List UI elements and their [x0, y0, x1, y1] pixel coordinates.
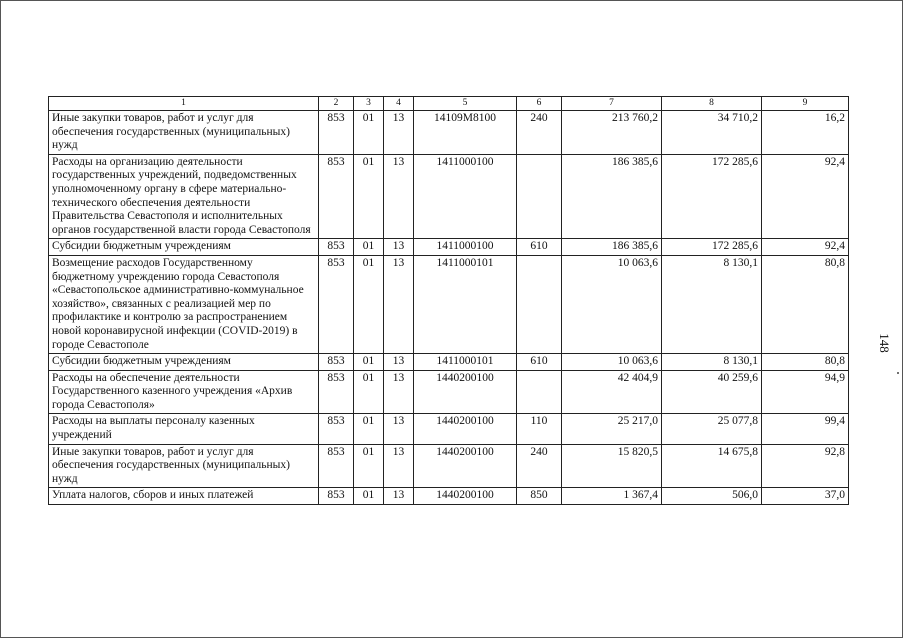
planned-amount-cell: 186 385,6	[562, 154, 662, 239]
target-article-cell: 1411000100	[414, 239, 517, 256]
table-row	[49, 354, 849, 371]
column-header: 4	[384, 97, 414, 111]
executed-amount-cell: 172 285,6	[662, 154, 762, 239]
execution-percent-cell: 80,8	[762, 354, 849, 371]
executed-amount-cell: 172 285,6	[662, 239, 762, 256]
scan-speck	[897, 372, 899, 374]
row-name-cell: Расходы на выплаты персоналу казенных учреждений	[49, 414, 319, 444]
subsection-code-cell: 13	[384, 354, 414, 371]
table-row	[49, 255, 849, 353]
section-code-cell: 01	[354, 111, 384, 155]
ministry-code-cell: 853	[319, 111, 354, 155]
subsection-code-cell: 13	[384, 444, 414, 488]
executed-amount-cell: 8 130,1	[662, 255, 762, 353]
section-code-cell: 01	[354, 444, 384, 488]
table-row	[49, 239, 849, 256]
expense-type-cell: 110	[517, 414, 562, 444]
execution-percent-cell: 92,4	[762, 154, 849, 239]
expense-type-cell: 240	[517, 111, 562, 155]
ministry-code-cell: 853	[319, 488, 354, 505]
execution-percent-cell: 92,8	[762, 444, 849, 488]
execution-percent-cell: 16,2	[762, 111, 849, 155]
column-header: 2	[319, 97, 354, 111]
ministry-code-cell: 853	[319, 354, 354, 371]
executed-amount-cell: 25 077,8	[662, 414, 762, 444]
target-article-cell: 14109M8100	[414, 111, 517, 155]
executed-amount-cell: 40 259,6	[662, 370, 762, 414]
section-code-cell: 01	[354, 154, 384, 239]
execution-percent-cell: 80,8	[762, 255, 849, 353]
row-name-cell: Уплата налогов, сборов и иных платежей	[49, 488, 319, 505]
planned-amount-cell: 1 367,4	[562, 488, 662, 505]
column-header: 6	[517, 97, 562, 111]
executed-amount-cell: 506,0	[662, 488, 762, 505]
row-name-cell: Расходы на организацию деятельности государственных учреждений, подведомственных уполномоченному органу в сфере материально-технического обеспечения деятельности Правительства Севастополя и исполнительных органов государственной власти города Севастополя	[49, 154, 319, 239]
row-name-cell: Иные закупки товаров, работ и услуг для обеспечения государственных (муниципальных) нужд	[49, 444, 319, 488]
column-header: 5	[414, 97, 517, 111]
section-code-cell: 01	[354, 414, 384, 444]
target-article-cell: 1411000101	[414, 255, 517, 353]
section-code-cell: 01	[354, 255, 384, 353]
executed-amount-cell: 8 130,1	[662, 354, 762, 371]
planned-amount-cell: 15 820,5	[562, 444, 662, 488]
row-name-cell: Субсидии бюджетным учреждениям	[49, 239, 319, 256]
planned-amount-cell: 25 217,0	[562, 414, 662, 444]
column-header: 8	[662, 97, 762, 111]
table-row	[49, 111, 849, 155]
section-code-cell: 01	[354, 488, 384, 505]
table-row	[49, 370, 849, 414]
ministry-code-cell: 853	[319, 255, 354, 353]
row-name-cell: Расходы на обеспечение деятельности Государственного казенного учреждения «Архив города Севастополя»	[49, 370, 319, 414]
table-row	[49, 488, 849, 505]
target-article-cell: 1411000100	[414, 154, 517, 239]
column-header: 7	[562, 97, 662, 111]
expense-type-cell: 240	[517, 444, 562, 488]
column-header: 1	[49, 97, 319, 111]
column-header: 9	[762, 97, 849, 111]
page-number: 148	[877, 333, 892, 353]
section-code-cell: 01	[354, 370, 384, 414]
expense-type-cell: 610	[517, 354, 562, 371]
column-header: 3	[354, 97, 384, 111]
expense-type-cell	[517, 370, 562, 414]
subsection-code-cell: 13	[384, 111, 414, 155]
target-article-cell: 1411000101	[414, 354, 517, 371]
subsection-code-cell: 13	[384, 370, 414, 414]
table-row	[49, 414, 849, 444]
subsection-code-cell: 13	[384, 488, 414, 505]
expense-type-cell: 850	[517, 488, 562, 505]
planned-amount-cell: 213 760,2	[562, 111, 662, 155]
row-name-cell: Иные закупки товаров, работ и услуг для обеспечения государственных (муниципальных) нужд	[49, 111, 319, 155]
subsection-code-cell: 13	[384, 255, 414, 353]
executed-amount-cell: 14 675,8	[662, 444, 762, 488]
row-name-cell: Возмещение расходов Государственному бюджетному учреждению города Севастополя «Севастопольское административно-коммунальное хозяйство», связанных с реализацией мер по профилактике и контролю за распространением новой коронавирусной инфекции (COVID-2019) в городе Севастополе	[49, 255, 319, 353]
section-code-cell: 01	[354, 354, 384, 371]
ministry-code-cell: 853	[319, 154, 354, 239]
executed-amount-cell: 34 710,2	[662, 111, 762, 155]
table-row	[49, 444, 849, 488]
planned-amount-cell: 10 063,6	[562, 255, 662, 353]
row-name-cell: Субсидии бюджетным учреждениям	[49, 354, 319, 371]
table-row	[49, 154, 849, 239]
ministry-code-cell: 853	[319, 444, 354, 488]
execution-percent-cell: 94,9	[762, 370, 849, 414]
expense-type-cell	[517, 154, 562, 239]
subsection-code-cell: 13	[384, 154, 414, 239]
table-header-row	[49, 97, 849, 111]
ministry-code-cell: 853	[319, 239, 354, 256]
subsection-code-cell: 13	[384, 239, 414, 256]
target-article-cell: 1440200100	[414, 488, 517, 505]
planned-amount-cell: 186 385,6	[562, 239, 662, 256]
target-article-cell: 1440200100	[414, 444, 517, 488]
execution-percent-cell: 99,4	[762, 414, 849, 444]
target-article-cell: 1440200100	[414, 414, 517, 444]
subsection-code-cell: 13	[384, 414, 414, 444]
expense-type-cell	[517, 255, 562, 353]
target-article-cell: 1440200100	[414, 370, 517, 414]
planned-amount-cell: 42 404,9	[562, 370, 662, 414]
planned-amount-cell: 10 063,6	[562, 354, 662, 371]
budget-table	[48, 96, 849, 505]
expense-type-cell: 610	[517, 239, 562, 256]
section-code-cell: 01	[354, 239, 384, 256]
ministry-code-cell: 853	[319, 370, 354, 414]
execution-percent-cell: 37,0	[762, 488, 849, 505]
ministry-code-cell: 853	[319, 414, 354, 444]
execution-percent-cell: 92,4	[762, 239, 849, 256]
